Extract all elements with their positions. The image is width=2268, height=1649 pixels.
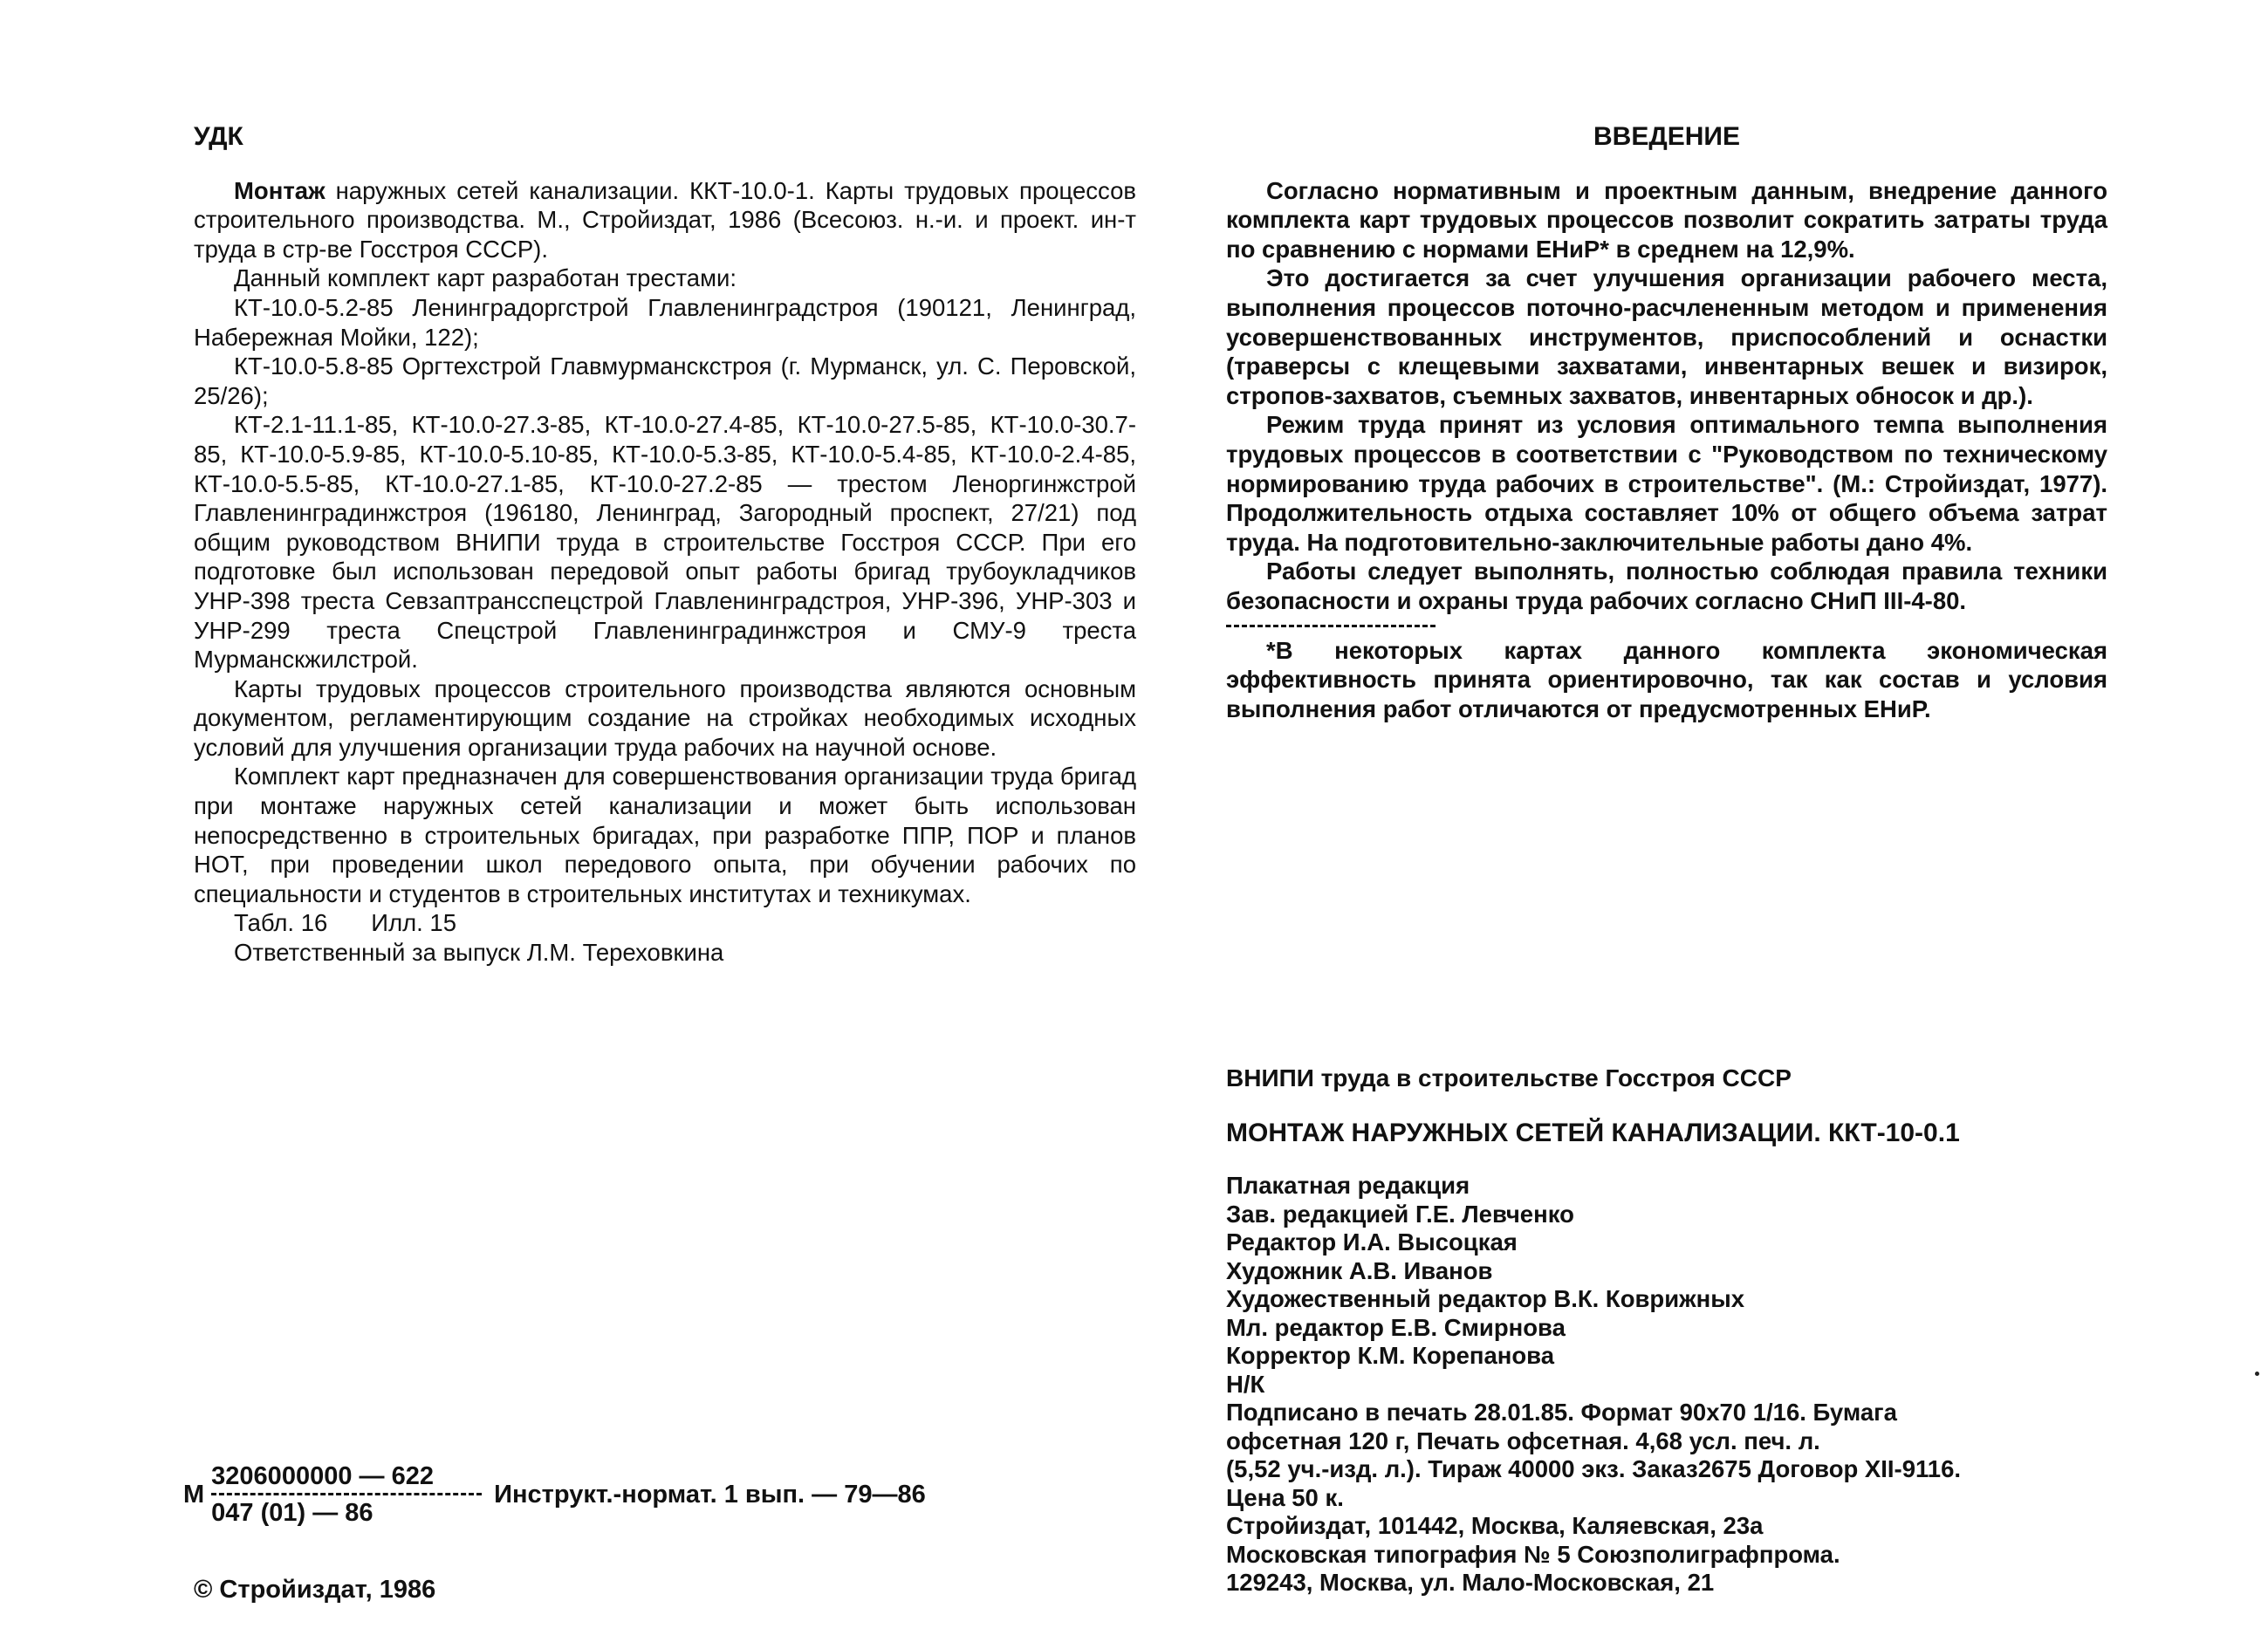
catalog-denominator: 047 (01) — 86 [211,1499,373,1527]
imprint-line: Подписано в печать 28.01.85. Формат 90х70 1/16. Бумага [1226,1399,1897,1426]
imprint-line: Стройиздат, 101442, Москва, Каляевская, 23а [1226,1512,1764,1539]
imprint-block [1226,1064,2142,1598]
catalog-instruction: Инструкт.-нормат. 1 вып. — 79—86 [494,1481,926,1509]
illustrations-count: Илл. 15 [371,909,457,937]
abstract-paragraph [194,176,1136,264]
right-column [1226,122,2107,723]
copyright-notice: © Стройиздат, 1986 [194,1576,436,1604]
footnote-divider [1226,625,1435,627]
catalog-index [183,1462,926,1528]
imprint-line: Московская типография № 5 Союзполиграфпрома. [1226,1540,1840,1568]
introduction-title: ВВЕДЕНИЕ [1593,122,1740,151]
footnote-text: *В некоторых картах данного комплекта экономическая эффективность принята ориентировочно, так как состав и условия выполнения работ отличаются от предусмотренных ЕНиР. [1226,636,2107,722]
tables-illustrations-count [194,908,1136,938]
trust-2-text: КТ-10.0-5.8-85 Оргтехстрой Главмурманскстроя (г. Мурманск, ул. С. Перовской, 25/26); [194,352,1136,409]
imprint-line: Редактор И.А. Высоцкая [1226,1228,1518,1256]
intro-paragraph-4: Работы следует выполнять, полностью соблюдая правила техники безопасности и охраны труда рабочих согласно СНиП III-4-80. [1226,558,2107,614]
intro-paragraph-1: Согласно нормативным и проектным данным, внедрение данного комплекта карт трудовых процессов позволит сократить затраты труда по сравнению с нормами ЕНиР* в среднем на 12,9%. [1226,176,2107,263]
imprint-organization: ВНИПИ труда в строительстве Госстроя СССР [1226,1064,1792,1091]
imprint-line: Мл. редактор Е.В. Смирнова [1226,1313,1566,1341]
abstract-text: наружных сетей канализации. ККТ-10.0-1. Карты трудовых процессов строительного производства. М., Стройиздат, 1986 (Всесоюз. н.-и. и проект. ин-т труда в стр-ве Госстроя СССР). [194,176,1136,263]
imprint-book-title: МОНТАЖ НАРУЖНЫХ СЕТЕЙ КАНАЛИЗАЦИИ. ККТ-10-0.1 [1226,1118,1960,1147]
catalog-letter: М [183,1481,205,1509]
catalog-fraction [211,1462,482,1528]
imprint-line: Зав. редакцией Г.Е. Левченко [1226,1200,1574,1228]
tables-count: Табл. 16 [234,909,328,937]
left-column [194,122,1136,968]
intro-paragraph-3: Режим труда принят из условия оптимального темпа выполнения трудовых процессов в соответствии с "Руководством по техническому нормированию труда рабочих в строительстве". (М.: Стройиздат, 1977). Продолжительность отдыха составляет 10% от общего объема затрат труда. На подготовительно-заключительные работы дано 4%. [1226,411,2107,556]
trust-3-text: КТ-2.1-11.1-85, КТ-10.0-27.3-85, КТ-10.0-27.4-85, КТ-10.0-27.5-85, КТ-10.0-30.7-85, КТ-10.0-5.9-85, КТ-10.0-5.10-85, КТ-10.0-5.3-85, КТ-10.0-5.4-85, КТ-10.0-2.4-85, КТ-10.0-5.5-85, КТ-10.0-27.1-85, КТ-10.0-27.2-85 — трестом Леноргинжстрой Главленинградинжстроя (196180, Ленинград, Загородный проспект, 27/21) под общим руководством ВНИПИ труда в строительстве Госстроя СССР. При его подготовке был использован передовой опыт работы бригад трубоукладчиков УНР-398 треста Севзаптрансспецстрой Главленинградстроя, УНР-396, УНР-303 и УНР-299 треста Спецстрой Главленинградинжстроя и СМУ-9 треста Мурманскжилстрой. [194,411,1136,674]
imprint-line: Художник А.В. Иванов [1226,1256,1493,1284]
catalog-numerator: 3206000000 — 622 [211,1462,482,1495]
developed-by-text: Данный комплект карт разработан трестами: [234,264,737,292]
responsible-editor: Ответственный за выпуск Л.М. Тереховкина [234,939,724,967]
purpose-paragraph: Комплект карт предназначен для совершенствования организации труда бригад при монтаже наружных сетей канализации и может быть использован непосредственно в строительных бригадах, при разработке ППР, ПОР и планов НОТ, при проведении школ передового опыта, при обучении рабочих по специальности и студентов в строительных институтах и техникумах. [194,763,1136,907]
imprint-line: Корректор К.М. Корепанова [1226,1342,1555,1369]
cards-paragraph: Карты трудовых процессов строительного производства являются основным документом, регламентирующим создание на стройках необходимых исходных условий для улучшения организации труда рабочих на научной основе. [194,674,1136,761]
udk-label: УДК [194,122,243,151]
imprint-line: Н/К [1226,1370,1265,1398]
scan-speck [2255,1372,2259,1376]
imprint-line: Плакатная редакция [1226,1172,1470,1199]
imprint-line: 129243, Москва, ул. Мало-Московская, 21 [1226,1569,1715,1596]
abstract-lead: Монтаж [234,176,325,204]
imprint-line: офсетная 120 г, Печать офсетная. 4,68 усл. печ. л. [1226,1427,1820,1454]
imprint-line: Цена 50 к. [1226,1483,1344,1511]
trust-1-text: КТ-10.0-5.2-85 Ленинградоргстрой Главленинградстроя (190121, Ленинград, Набережная Мойки, 122); [194,293,1136,351]
imprint-line: Художественный редактор В.К. Коврижных [1226,1285,1744,1312]
imprint-line: (5,52 уч.-изд. л.). Тираж 40000 экз. Заказ2675 Договор XII-9116. [1226,1455,1962,1482]
intro-paragraph-2: Это достигается за счет улучшения организации рабочего места, выполнения процессов поточно-расчлененным методом и применения усовершенствованных инструментов, приспособлений и оснастки (траверсы с клещевыми захватами, инвентарных вешек и визирок, стропов-захватов, съемных захватов, инвентарных обносок и др.). [1226,264,2107,409]
